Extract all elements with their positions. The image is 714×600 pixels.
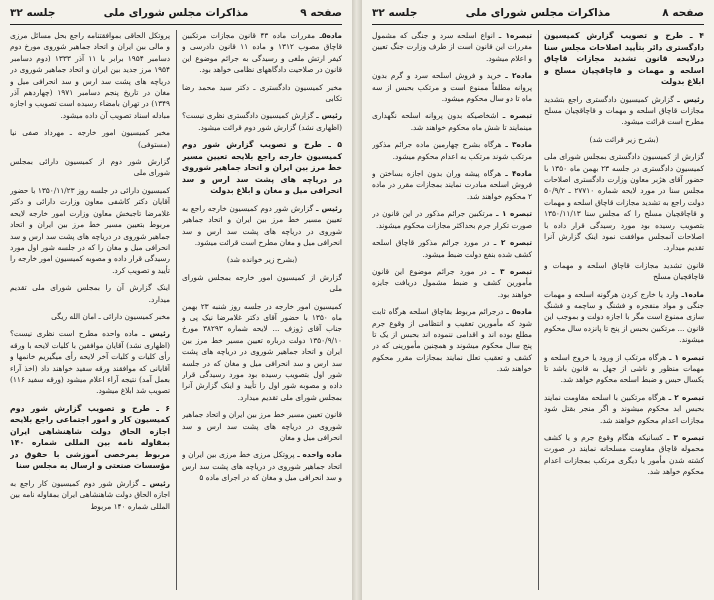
article-label: ماده۴ ـ (505, 169, 532, 179)
paragraph (182, 203, 342, 249)
column-divider (176, 30, 177, 590)
article-label: ماده واحده ـ (297, 450, 342, 460)
right-page-session: جلسه ۳۲ (372, 7, 418, 19)
paragraph (372, 110, 532, 133)
section-heading (544, 30, 704, 88)
paragraph-text: ۶ ـ طرح و تصویب گزارش شور دوم کمیسیون کار و امور اجتماعی راجع بلایحه اجازه الحاق دولت شاهنشاهی ایران بمقاوله نامه بین المللی شماره ۱۴۰ مربوط بمرخصی آموزشی با حقوق در مؤسسات صنعتی و ارسال به مجلس سنا (10, 403, 170, 471)
right-page-right-column (544, 30, 704, 596)
paragraph-text: ۵ ـ طرح و تصویب گزارش شور دوم کمیسیون خارجه راجع بلایحه تعیین مسیر خط مرز بین ایران و اتحاد جماهیر شوروی در دریاچه های پشت سد ارس و سد انحرافی میل و مغان و ابلاغ بدولت (182, 140, 342, 196)
article-label: ماده۵ـ (319, 31, 342, 40)
paragraph (182, 110, 342, 133)
right-page-left-column (372, 30, 532, 596)
paragraph (544, 151, 704, 254)
paragraph (182, 409, 342, 443)
paragraph (544, 352, 704, 386)
paragraph-text: گزارش کمیسیون دادگستری راجع بتشدید مجازات قاچاق اسلحه و مهمات و قاچاقچیان مسلح مطرح است قرائت میشود. (544, 94, 704, 127)
paragraph-text: گزارش کمیسیون دادگستری نظری نیست؟ (اظهاری نشد) گزارش شور دوم قرائت میشود. (182, 111, 342, 132)
paragraph (372, 266, 532, 300)
paragraph-text: گزارش شور دوم از کمیسیون دارائی بمجلس شورای ملی (10, 157, 170, 178)
paragraph (10, 478, 170, 512)
paragraph-text: گزارش شور دوم کمیسیون خارجه راجع به تعیین مسیر خط مرز بین ایران و اتحاد جماهیر شوروی در دریاچه های پشت سد ارس و سد انحرافی میل و مغان مطرح است قرائت میشود. (182, 203, 342, 247)
article-label: تبصره ۱ ـ (668, 352, 704, 362)
paragraph-text: اینک گزارش آن را بمجلس شورای ملی تقدیم میدارد. (10, 283, 170, 304)
article-label: ماده۳ ـ (505, 140, 532, 150)
paragraph (372, 139, 532, 162)
right-page-number: صفحه ۸ (662, 7, 704, 19)
paragraph-text: هرگاه مرتکبین با اسلحه مقاومت نمایند بحبس ابد محکوم میشوند و اگر منجر بقتل شود مجازات اعدام محکوم خواهند شد. (544, 392, 704, 425)
article-label: تبصره۱ ـ (498, 31, 532, 40)
right-page-title: مذاکرات مجلس شورای ملی (465, 7, 611, 19)
paragraph-text: مقررات ماده ۴۳ قانون مجازات مرتکبین قاچاق مصوب ۱۳۱۲ و ماده ۱۱ قانون دادرسی و کیفر ارتش ملغی و رسیدگی به جرائم موضوع این قانون در صلاحیت دادگاههای نظامی خواهد بود. (182, 31, 342, 75)
paragraph-text: گزارش از کمیسیون امور خارجه بمجلس شورای ملی (182, 272, 342, 294)
article-label: ماده۱ـ (681, 289, 704, 299)
paragraph (544, 94, 704, 128)
paragraph (10, 311, 170, 322)
paragraph-text: کمیسیون دارائی در جلسه روز ۱۳۵۰/۱۱/۲۳ با حضور آقایان دکتر کاشفی معاون وزارت دارائی و دکتر غلامرضا تاجبخش معاون وزارت امور خارجه لایحه مربوط بتعیین مسیر خط مرز بین ایران و اتحاد جماهیر شوروی در دریاچه های پشت سد ارس و سد انحرافی میل و مغان را که در جلسه شور اول مورد رسیدگی قرار داده و مصوبه کمیسیون امور خارجه را تأیید و تصویب کرد. (10, 185, 170, 275)
paragraph (10, 30, 170, 121)
left-page-header (10, 6, 342, 25)
column-divider (538, 30, 539, 590)
paragraph (182, 272, 342, 295)
section-heading (182, 139, 342, 197)
paragraph (10, 282, 170, 305)
article-label: رئیس ـ (315, 203, 342, 213)
paragraph (10, 127, 170, 150)
article-label: ماده۲ ـ (505, 71, 532, 81)
paragraph (182, 82, 342, 105)
book-gutter (352, 0, 362, 600)
left-page-session: جلسه ۳۲ (10, 7, 56, 19)
article-label: رئیس ـ (316, 111, 342, 121)
paragraph (544, 432, 704, 478)
paragraph-text: وارد یا خارج کردن هرگونه اسلحه و مهمات جنگی و مواد منفجره و فشنگ و ساچمه و فشنگ سازی ممنوع است مگر با اجازه دولت و بموجب این قانون ... مرتکبین بحبس از پنج تا پانزده سال محکوم میشوند. (544, 289, 704, 345)
paragraph (544, 289, 704, 346)
paragraph-text: پروتکل الحاقی بموافقتنامه راجع بحل مسائل مرزی و مالی بین ایران و اتحاد جماهیر شوروی مورخ دوم دسامبر ۱۹۵۴ برابر با ۱۱ آذر ۱۳۳۳ (دوم دسامبر ۱۹۵۴ مرز جدید بین ایران و اتحاد جماهیر شوروی در دریاچه های پشت سد ارس و سد انحرافی میل و مغان در تاریخ پنجم دسامبر ۱۹۷۱ (چهاردهم آذر ۱۳۴۹) در تهران بامضاء رسیده است تصویب و اجازه مبادله اسناد تصویب آن داده میشود. (10, 31, 170, 120)
right-page (362, 0, 714, 600)
paragraph (10, 185, 170, 276)
article-label: تبصره ۳ ـ (666, 433, 704, 443)
article-label: تبصره ۳ ـ (491, 266, 532, 276)
article-label: تبصره ۲ ـ (668, 392, 704, 402)
paragraph (372, 168, 532, 202)
left-page-right-column (182, 30, 342, 596)
paragraph-text: هرگاه پیشه وران بدون اجازه بساختن و فروش اسلحه مبادرت نمایند بمجازات مقرر در ماده ۲ محکوم خواهند شد. (372, 169, 532, 201)
paragraph-text: گزارش شور دوم کمیسیون کار راجع به اجازه الحاق دولت شاهنشاهی ایران بمقاوله نامه بین المللی شماره ۱۴۰ مربوط (10, 478, 170, 511)
paragraph-text: قانون تشدید مجازات قاچاق اسلحه و مهمات و قاچاقچیان مسلح (544, 260, 704, 282)
paragraph-text: مخبر کمیسیون امور خارجه ـ مهرداد صفی نیا (مستوفی) (10, 128, 170, 149)
paragraph (182, 449, 342, 483)
paragraph-text: ۴ ـ طرح و تصویب گزارش کمیسیون دادگستری دائر بتأیید اصلاحات مجلس سنا درلایحه قانون تشدید مجازات قاچاق اسلحه و مهمات و قاچاقچیان مسلح و ابلاغ بدولت (544, 31, 704, 86)
paragraph-text: درجرائم مربوط بقاچاق اسلحه هرگاه ثابت شود که مأمورین تعقیب و انتظامی از وقوع جرم مطلع بوده اند و اقدامی ننموده اند بحبس از یک تا پنج سال محکوم میشوند و همچنین مأمورینی که در کشف و تعقیب تعلل نمایند بمجازات مقرر محکوم خواهند شد. (372, 307, 532, 374)
paragraph (544, 260, 704, 283)
paragraph-text: ماده واحده مطرح است نظری نیست؟ (اظهاری نشد) آقایان موافقین با کلیات لایحه با ورقه رأی کلیات و کلیات آخر لایحه رأی میگیریم خانمها و آقایانی که موافقند ورقه سفید خواهند داد (اخذ آراء بعمل آمد) نتیجه آراء اعلام میشود (ورقه سفید ۱۱۶) تصویب شد ابلاغ میشود. (10, 329, 170, 396)
paragraph (372, 208, 532, 231)
paragraph-text: گزارش از کمیسیون دادگستری بمجلس شورای ملی کمیسیون دادگستری در جلسه ۲۳ بهمن ماه ۱۳۵۰ با حضور آقای هژبر معاون وزارت دادگستری اصلاحات مجلس سنا در مورد لایحه شماره ۲۷۷۱۰ ـ ۵۰/۹/۲ دولت راجع به تشدید مجازات قاچاق اسلحه و مهمات و قاچاقچیان مسلح را که مجلس سنا ۱۳۵۰/۱۱/۱۳ بتصویب رسیده بود مورد رسیدگی قرار داده با اصلاحات آنمجلس موافقت نمود اینک گزارش آنرا تقدیم میدارد. (544, 152, 704, 253)
paragraph-text: انواع اسلحه سرد و جنگی که مشمول مقررات این قانون است از طرف وزارت جنگ تعیین و اعلام میشود. (372, 31, 532, 63)
paragraph-text: در مورد جرائم مذکور قاچاق اسلحه کشف شده بنفع دولت ضبط میشود. (372, 238, 532, 259)
paragraph (372, 70, 532, 104)
paragraph (10, 328, 170, 396)
paragraph-text: مخبر کمیسیون دادگستری ـ دکتر سید محمد رضا تکابی (182, 82, 342, 104)
right-page-header (372, 6, 704, 25)
left-page-left-column (10, 30, 170, 596)
paragraph (372, 30, 532, 64)
paragraph-text: کمیسیون امور خارجه در جلسه روز شنبه ۲۳ بهمن ماه ۱۳۵۰ با حضور آقای دکتر غلامرضا نیک پی و جناب آقای ژوزف ... لایحه شماره ۳۸۲۹۳ مورخ ۱۳۵۰/۹/۱۰ دولت درباره تعیین مسیر خط مرز بین ایران و اتحاد جماهیر شوروی در دریاچه های پشت سد ارس و سد انحرافی میل و مغان که در جلسه شور اول بتصویب رسیده بود مورد رسیدگی قرار داده و مصوبه شور اول را تأیید و اینک گزارش آنرا بمجلس شورای ملی تقدیم میدارد. (182, 301, 342, 402)
paragraph-text: قانون تعیین مسیر خط مرز بین ایران و اتحاد جماهیر شوروی در دریاچه های پشت سد ارس و سد انحرافی میل و مغان (182, 410, 342, 443)
paragraph-text: اشخاصیکه بدون پروانه اسلحه نگهداری مینمایند تا شش ماه محکوم خواهند شد. (372, 111, 532, 132)
paragraph-text: خرید و فروش اسلحه سرد و گرم بدون پروانه مطلقاً ممنوع است و مرتکب بحبس از سه ماه تا دو سال محکوم میشود. (372, 71, 532, 104)
article-label: ماده۵ ـ (506, 307, 532, 317)
paragraph (544, 134, 704, 145)
paragraph-text: کسانیکه هنگام وقوع جرم و یا کشف محموله قاچاق مقاومت مسلحانه نمایند در صورت کشته شدن مأمور یا دیگری مرتکب بمجازات اعدام محکوم خواهد شد. (544, 433, 704, 477)
article-label: رئیس ـ (142, 329, 170, 339)
paragraph-text: (بشرح زیر قرائت شد) (589, 134, 659, 144)
article-label: رئیس ـ (142, 478, 170, 488)
paragraph-text: (بشرح زیر خوانده شد) (226, 255, 298, 265)
paragraph (182, 254, 342, 265)
section-heading (10, 403, 170, 472)
left-page-number: صفحه ۹ (300, 7, 342, 19)
paragraph-text: پروتکل مرزی خط مرزی بین ایران و اتحاد جماهیر شوروی در دریاچه های پشت سد ارس و سد انحرافی میل و مغان که در اجرای ماده ۵ (182, 450, 342, 483)
article-label: تبصره ۲ ـ (493, 238, 532, 248)
paragraph (10, 156, 170, 179)
article-label: تبصره ـ (502, 111, 532, 121)
paragraph-text: مرتکبین جرائم مذکور در این قانون در صورت تکرار جرم بحداکثر مجازات محکوم میشوند. (372, 209, 532, 230)
article-label: تبصره ۱ ـ (495, 209, 532, 219)
paragraph-text: مخبر کمیسیون دارائی ـ امان الله ریگی (51, 311, 170, 321)
paragraph (544, 392, 704, 426)
left-page-title: مذاکرات مجلس شورای ملی (103, 7, 249, 19)
paragraph (372, 237, 532, 260)
paragraph (182, 301, 342, 404)
paragraph-text: در مورد جرائم موضوع این قانون مأمورین کشف و ضبط مشمول دریافت جایزه خواهند بود. (372, 266, 532, 299)
paragraph-text: هرگاه مرتکب از ورود یا خروج اسلحه و مهمات منظور و ناشی از جهل به قانون باشد تا یکسال حبس و ضبط اسلحه محکوم خواهد شد. (544, 352, 704, 385)
article-label: رئیس ـ (677, 94, 704, 104)
left-page (0, 0, 352, 600)
paragraph-text: هرگاه بشرح چهارمین ماده جرائم مذکور مرتکب شوند مرتکب به اعدام محکوم میشود. (372, 140, 532, 161)
paragraph (182, 30, 342, 76)
paragraph (372, 306, 532, 374)
